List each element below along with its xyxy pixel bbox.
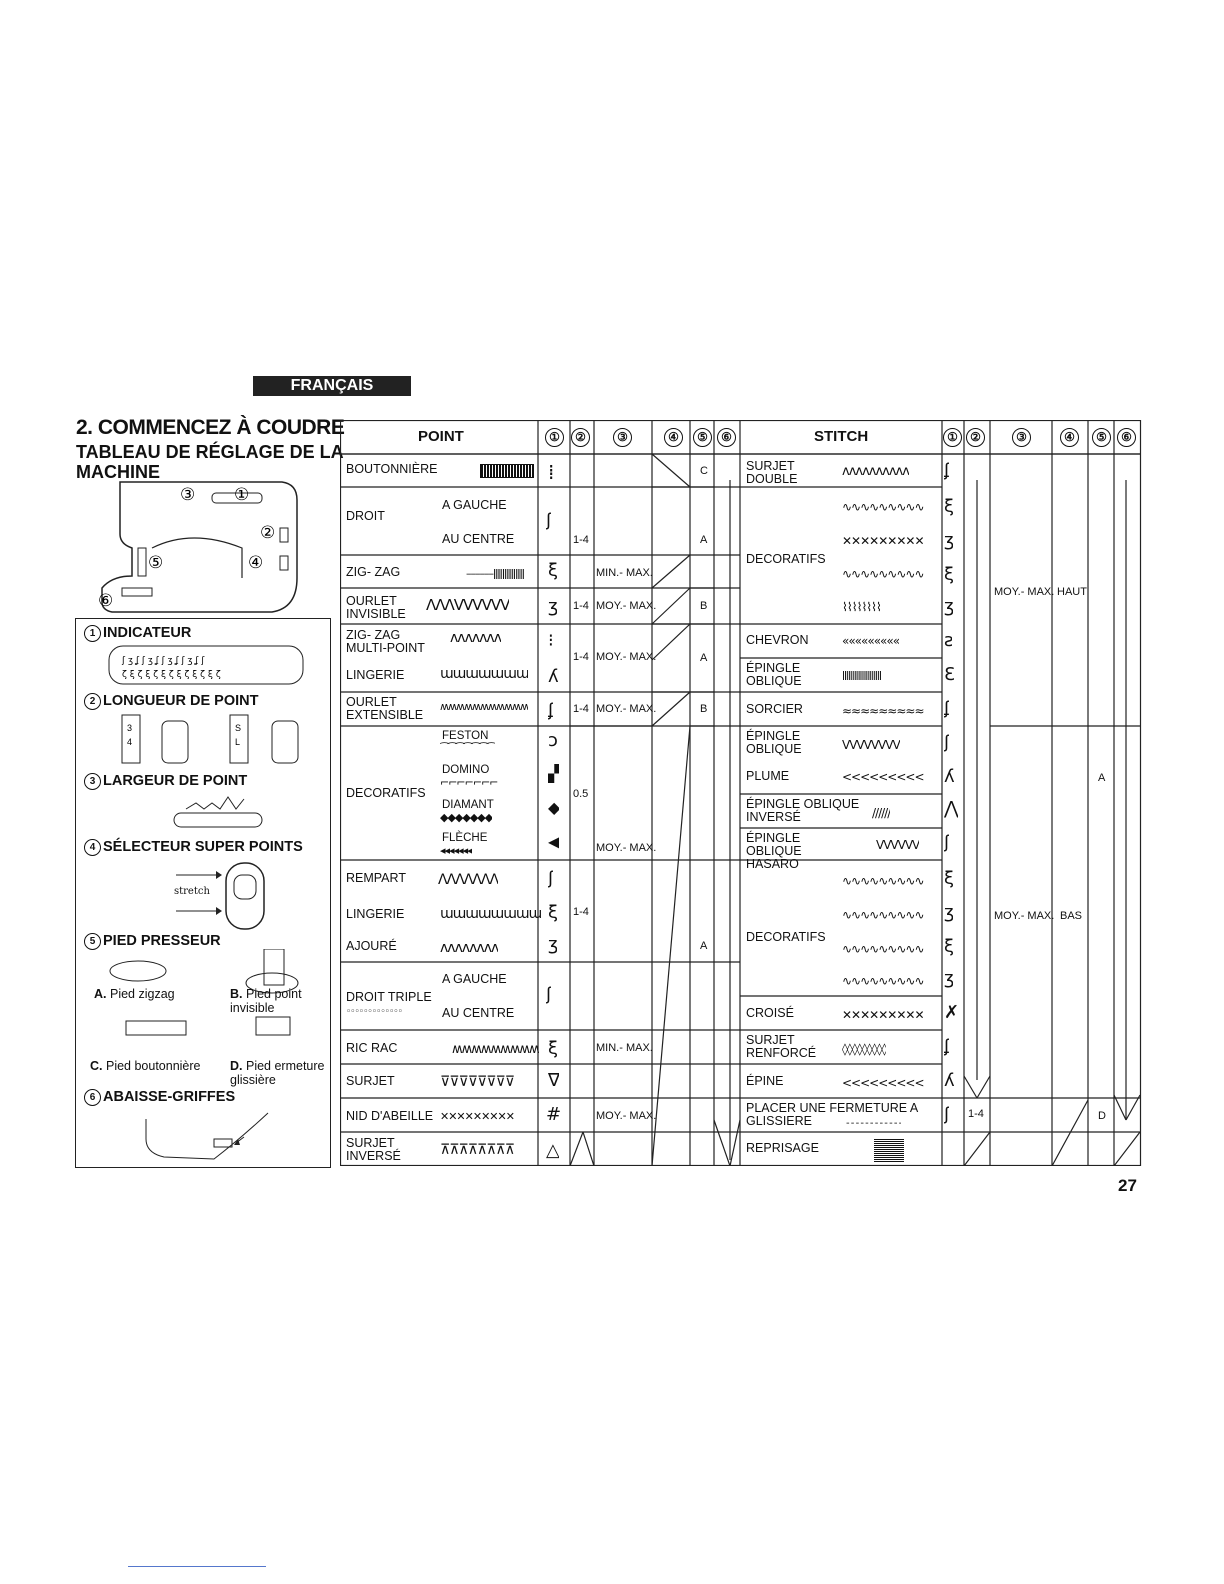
pattern-deco-6: ∿∿∿∿∿∿∿∿∿ (842, 908, 924, 922)
val-width-ourlet-invisible: MOY.- MAX. (596, 600, 657, 612)
pattern-epingle-oblique-2: ᐯᐯᐯᐯᐯᐯᐯᐯ (842, 738, 900, 752)
pattern-deco-2: ✕✕✕✕✕✕✕✕✕ (842, 534, 924, 548)
dial-icon-deco-r7: ξ (944, 936, 954, 957)
dial-icon-deco-r1: ξ (944, 496, 954, 517)
dial-icon-diamant: ◆ (548, 798, 560, 817)
row-zigzag-multipoint: ZIG- ZAG MULTI-POINT (346, 628, 425, 655)
val-right-width-bottom: MOY.- MAX. (994, 910, 1055, 922)
val-width-zigzag: MIN.- MAX. (596, 567, 653, 579)
row-ric-rac: RIC RAC (346, 1041, 398, 1055)
dial-icon-stretch-hem: ʆ (548, 700, 554, 721)
pattern-deco-4: ⌇⌇⌇⌇⌇⌇⌇⌇ (842, 600, 881, 614)
dial-icon-epingle-1: Ɛ (944, 664, 955, 685)
row-nid-abeille: NID D'ABEILLE (346, 1109, 434, 1123)
dial-icon-epingle-2: ʃ (944, 732, 950, 753)
pattern-surjet-renforce: ◊◊◊◊◊◊◊◊◊ (842, 1042, 887, 1056)
pattern-multi-zigzag: ʌʌʌʌʌʌʌ (450, 630, 501, 646)
val-foot-a-3: A (700, 940, 708, 952)
row-epingle-oblique-2: ÉPINGLE OBLIQUE (746, 729, 802, 756)
row-surjet: SURJET (346, 1074, 395, 1088)
dial-icon-plume: ʎ (944, 766, 954, 787)
dial-icon-epingle-inverse: ⋀ (944, 798, 958, 819)
foot-a-label: A. Pied zigzag (94, 987, 175, 1001)
pattern-deco-7: ∿∿∿∿∿∿∿∿∿ (842, 942, 924, 956)
row-droit-gauche: A GAUCHE (442, 498, 507, 512)
pattern-honeycomb: ✕✕✕✕✕✕✕✕✕ (440, 1110, 514, 1123)
dial-icon-surjet: ∇ (548, 1070, 560, 1091)
machine-label-5: ⑤ (148, 553, 164, 573)
page-title: 2. COMMENCEZ À COUDRE (76, 416, 345, 439)
machine-label-2: ② (260, 523, 276, 543)
header-col6-left: ⑥ (717, 428, 736, 447)
header-col2-right: ② (966, 428, 985, 447)
header-point: POINT (418, 428, 464, 445)
header-col1-right: ① (943, 428, 962, 447)
footer-rule (128, 1566, 266, 1567)
val-length-ourlet-invisible: 1-4 (573, 600, 589, 612)
row-decoratifs-left: DECORATIFS (346, 786, 426, 800)
dial-icon-multi-zigzag: ⁝ (548, 630, 553, 651)
row-fleche: FLÈCHE (442, 832, 488, 844)
val-length-multipoint: 1-4 (573, 651, 589, 663)
machine-label-4: ④ (248, 553, 264, 573)
length-label-3: 3 (127, 723, 133, 733)
row-droit: DROIT (346, 509, 385, 523)
row-feston: FESTON (442, 730, 489, 742)
val-length-lingerie-2: 1-4 (573, 906, 589, 918)
section-feed-dog: 6 ABAISSE-GRIFFES (84, 1089, 235, 1106)
section-presser-foot: 5 PIED PRESSEUR (84, 933, 221, 950)
row-droit-triple-centre: AU CENTRE (442, 1006, 515, 1020)
val-right-feed-haut: HAUT (1057, 586, 1087, 598)
pattern-surjet: ⊽⊽⊽⊽⊽⊽⊽⊽ (440, 1074, 514, 1090)
pattern-epingle-hasaro: ᐯᐯᐯᐯᐯᐯ (876, 838, 920, 852)
header-col4-right: ④ (1060, 428, 1079, 447)
row-croise: CROISÉ (746, 1006, 794, 1020)
pattern-lingerie: ɯɯɯɯɯɯɯ (440, 666, 529, 682)
pattern-triple-straight: ◦◦◦◦◦◦◦◦◦◦◦◦◦ (346, 1007, 403, 1017)
length-label-s: S (235, 723, 242, 733)
pattern-reprisage (874, 1138, 904, 1162)
length-label-l: L (235, 737, 241, 747)
pattern-domino: ⌐⌐⌐⌐⌐⌐⌐ (440, 776, 498, 789)
machine-label-1: ① (234, 485, 250, 505)
pattern-lingerie-2: ɯɯɯɯɯɯɯɯ (440, 906, 542, 922)
row-fermeture-glissiere: PLACER UNE FERMETURE A GLISSIERE (746, 1101, 918, 1128)
pattern-surjet-double: ʌʌʌʌʌʌʌʌʌʌ (842, 464, 909, 479)
header-col3-left: ③ (613, 428, 632, 447)
section-stitch-width: 3 LARGEUR DE POINT (84, 773, 247, 790)
dial-icon-blind-hem: ʒ (548, 596, 558, 617)
dial-icon-deco-r2: ʒ (944, 530, 954, 551)
pattern-sorcier: ≈≈≈≈≈≈≈≈≈ (842, 704, 924, 718)
dial-icon-straight: ʃ (546, 510, 552, 531)
val-right-length-zipper: 1-4 (968, 1108, 984, 1120)
header-col5-left: ⑤ (693, 428, 712, 447)
dial-icon-sorcier: ʆ (944, 698, 950, 719)
pattern-epingle-inverse: ////// (872, 806, 891, 820)
pattern-deco-8: ∿∿∿∿∿∿∿∿∿ (842, 974, 924, 988)
page-number: 27 (1118, 1176, 1137, 1195)
val-width-extensible: MOY.- MAX. (596, 703, 657, 715)
row-zigzag: ZIG- ZAG (346, 565, 401, 579)
dial-icon-triple: ʃ (546, 984, 552, 1005)
row-domino: DOMINO (442, 764, 490, 776)
dial-icon-deco-r5: ξ (944, 868, 954, 889)
dial-icon-zigzag: ξ (548, 560, 558, 581)
row-rempart: REMPART (346, 871, 406, 885)
dial-icon-feston: ɔ (548, 730, 557, 751)
length-label-4: 4 (127, 737, 133, 747)
row-surjet-renforce: SURJET RENFORCÉ (746, 1033, 817, 1060)
row-reprisage: REPRISAGE (746, 1141, 819, 1155)
legend-panel (75, 618, 331, 1168)
row-epingle-oblique-hasaro: ÉPINGLE OBLIQUE HASARO (746, 831, 802, 871)
row-ajoure: AJOURÉ (346, 939, 397, 953)
dial-icon-epine: ʎ (944, 1070, 954, 1091)
pattern-fleche: ◂◂◂◂◂◂◂ (440, 844, 472, 857)
val-length-extensible: 1-4 (573, 703, 589, 715)
pattern-deco-5: ∿∿∿∿∿∿∿∿∿ (842, 874, 924, 888)
dial-icon-deco-r8: ʒ (944, 968, 954, 989)
machine-label-6: ⑥ (98, 591, 114, 611)
dial-icon-chevron: ƨ (944, 630, 953, 651)
row-boutonniere: BOUTONNIÈRE (346, 462, 438, 476)
pattern-deco-1: ∿∿∿∿∿∿∿∿∿ (842, 500, 924, 514)
dial-icon-epingle-hasaro: ʃ (944, 832, 950, 853)
header-col2-left: ② (571, 428, 590, 447)
row-epine: ÉPINE (746, 1074, 784, 1088)
foot-c-label: C. Pied boutonnière (90, 1059, 201, 1073)
dial-icon-deco-r6: ʒ (944, 902, 954, 923)
pattern-feston: ⁀⁀⁀⁀⁀⁀⁀ (440, 742, 495, 755)
row-chevron: CHEVRON (746, 633, 809, 647)
pattern-buttonhole (480, 464, 534, 478)
svg-text:ζ ξ ζ ξ ζ ξ ζ ξ ζ ξ ζ ξ ζ: ζ ξ ζ ξ ζ ξ ζ ξ ζ ξ ζ ξ ζ (122, 670, 221, 680)
row-droit-triple-gauche: A GAUCHE (442, 972, 507, 986)
row-sorcier: SORCIER (746, 702, 803, 716)
pattern-diamant: ◆◆◆◆◆◆◆ (440, 811, 493, 824)
dial-icon-ajoure: ʒ (548, 934, 558, 955)
val-foot-c: C (700, 465, 708, 477)
dial-icon-lingerie-2: ξ (548, 902, 558, 923)
foot-d-label: D. Pied ermeture glissière (230, 1059, 325, 1087)
pattern-blind-hem: ɅɅɅVVVVVV (426, 596, 510, 614)
header-col6-right: ⑥ (1117, 428, 1136, 447)
machine-label-3: ③ (180, 485, 196, 505)
header-col4-left: ④ (664, 428, 683, 447)
row-surjet-inverse: SURJET INVERSÉ (346, 1136, 401, 1163)
section-subtitle: TABLEAU DE RÉGLAGE DE LA MACHINE (76, 442, 344, 482)
pattern-plume: <<<<<<<<< (842, 770, 924, 784)
row-epingle-oblique-1: ÉPINGLE OBLIQUE (746, 661, 802, 688)
section-stitch-length: 2 LONGUEUR DE POINT (84, 693, 258, 710)
pattern-chevron: ««««««««« (842, 634, 900, 648)
dial-icon-domino: ▞ (548, 764, 560, 783)
pattern-reverse-overlock: ⊼⊼⊼⊼⊼⊼⊼⊼ (440, 1142, 514, 1158)
row-ourlet-extensible: OURLET EXTENSIBLE (346, 695, 424, 722)
pattern-ajoure: ʌʌʌʌʌʌʌʌ (440, 940, 499, 956)
language-banner: FRANÇAIS (253, 376, 411, 396)
dial-icon-fermeture: ʃ (944, 1104, 950, 1125)
dial-icon-rempart: ʃ (548, 868, 554, 889)
pattern-stretch-hem: ʍʍʍʍʍʍʍʍʍʍʍ (440, 700, 528, 713)
val-foot-a-2: A (700, 652, 708, 664)
val-width-nid-abeille: MOY.- MAX. (596, 1110, 657, 1122)
header-stitch: STITCH (814, 428, 869, 445)
pattern-croise: ✕✕✕✕✕✕✕✕✕ (842, 1008, 924, 1022)
dial-icon-fleche: ◀ (548, 832, 560, 851)
val-foot-a-1: A (700, 534, 708, 546)
header-col5-right: ⑤ (1092, 428, 1111, 447)
row-surjet-double: SURJET DOUBLE (746, 459, 798, 486)
dial-icon-reverse: △ (546, 1140, 559, 1161)
foot-b-label: B. Pied point invisible (230, 987, 302, 1015)
row-epingle-oblique-inverse: ÉPINGLE OBLIQUE INVERSÉ (746, 797, 860, 824)
pattern-epine: <<<<<<<<< (842, 1076, 924, 1090)
svg-text:ʃ ʒ ʆ ʃ ʒ ʆ ʃ ʒ ʆ ʃ ʒ ʆ ʃ: ʃ ʒ ʆ ʃ ʒ ʆ ʃ ʒ ʆ ʃ ʒ ʆ ʃ (122, 656, 205, 666)
sewing-machine-illustration (92, 478, 304, 616)
pattern-fermeture: - - - - - - - - - - - - (846, 1118, 902, 1129)
dial-icon-lingerie: ʎ (548, 666, 558, 687)
dial-icon-surjet-renforce: ʆ (944, 1036, 950, 1057)
pattern-rempart: ɅɅɅɅɅɅɅ (438, 872, 499, 888)
dial-icon-surjet-double: ʆ (944, 460, 950, 481)
row-decoratifs-right-2: DECORATIFS (746, 930, 826, 944)
val-right-foot-a: A (1098, 772, 1106, 784)
dial-icon-croise: ✗ (944, 1002, 959, 1023)
row-diamant: DIAMANT (442, 799, 494, 811)
val-length-droit: 1-4 (573, 534, 589, 546)
val-width-multipoint: MOY.- MAX. (596, 651, 657, 663)
dial-icon-honeycomb: # (546, 1104, 561, 1125)
val-right-feed-bas: BAS (1060, 910, 1083, 922)
row-droit-centre: AU CENTRE (442, 532, 515, 546)
dial-icon-deco-r4: ʒ (944, 596, 954, 617)
row-ourlet-invisible: OURLET INVISIBLE (346, 594, 406, 621)
width-dial-illustration (170, 791, 266, 831)
dial-icon-buttonhole: ⁞ (548, 460, 554, 484)
pattern-zigzag: ––––––ǁǁǁǁǁǁǁ (466, 567, 524, 580)
row-decoratifs-right-1: DECORATIFS (746, 552, 826, 566)
row-lingerie-1: LINGERIE (346, 668, 405, 682)
row-droit-triple: DROIT TRIPLE (346, 990, 432, 1004)
pattern-ric-rac: ʍʍʍʍʍʍʍʍʍ (452, 1042, 539, 1057)
val-length-decoratifs: 0.5 (573, 788, 589, 800)
val-right-foot-d: D (1098, 1110, 1106, 1122)
row-lingerie-2: LINGERIE (346, 907, 405, 921)
val-width-decoratifs: MOY.- MAX. (596, 842, 657, 854)
stretch-label: stretch (174, 886, 210, 897)
val-width-ric-rac: MIN.- MAX. (596, 1042, 653, 1054)
header-col3-right: ③ (1012, 428, 1031, 447)
dial-icon-deco-r3: ξ (944, 564, 954, 585)
val-foot-b-1: B (700, 600, 708, 612)
val-right-width-top: MOY.- MAX. (994, 586, 1055, 598)
section-indicator: 1 INDICATEUR (84, 625, 191, 642)
val-foot-b-2: B (700, 703, 708, 715)
dial-icon-ric-rac: ξ (548, 1038, 558, 1059)
row-plume: PLUME (746, 769, 790, 783)
header-col1-left: ① (545, 428, 564, 447)
pattern-epingle-oblique-1: ǀǀǀǀǀǀǀǀǀǀǀǀǀǀǀǀǀǀǀǀ (842, 670, 881, 681)
section-super-stitch-selector: 4 SÉLECTEUR SUPER POINTS (84, 839, 303, 856)
indicator-dial-illustration (108, 645, 304, 685)
length-dial-illustration (112, 713, 312, 767)
feed-dog-illustration (144, 1109, 274, 1163)
pattern-deco-3: ∿∿∿∿∿∿∿∿∿ (842, 567, 924, 581)
